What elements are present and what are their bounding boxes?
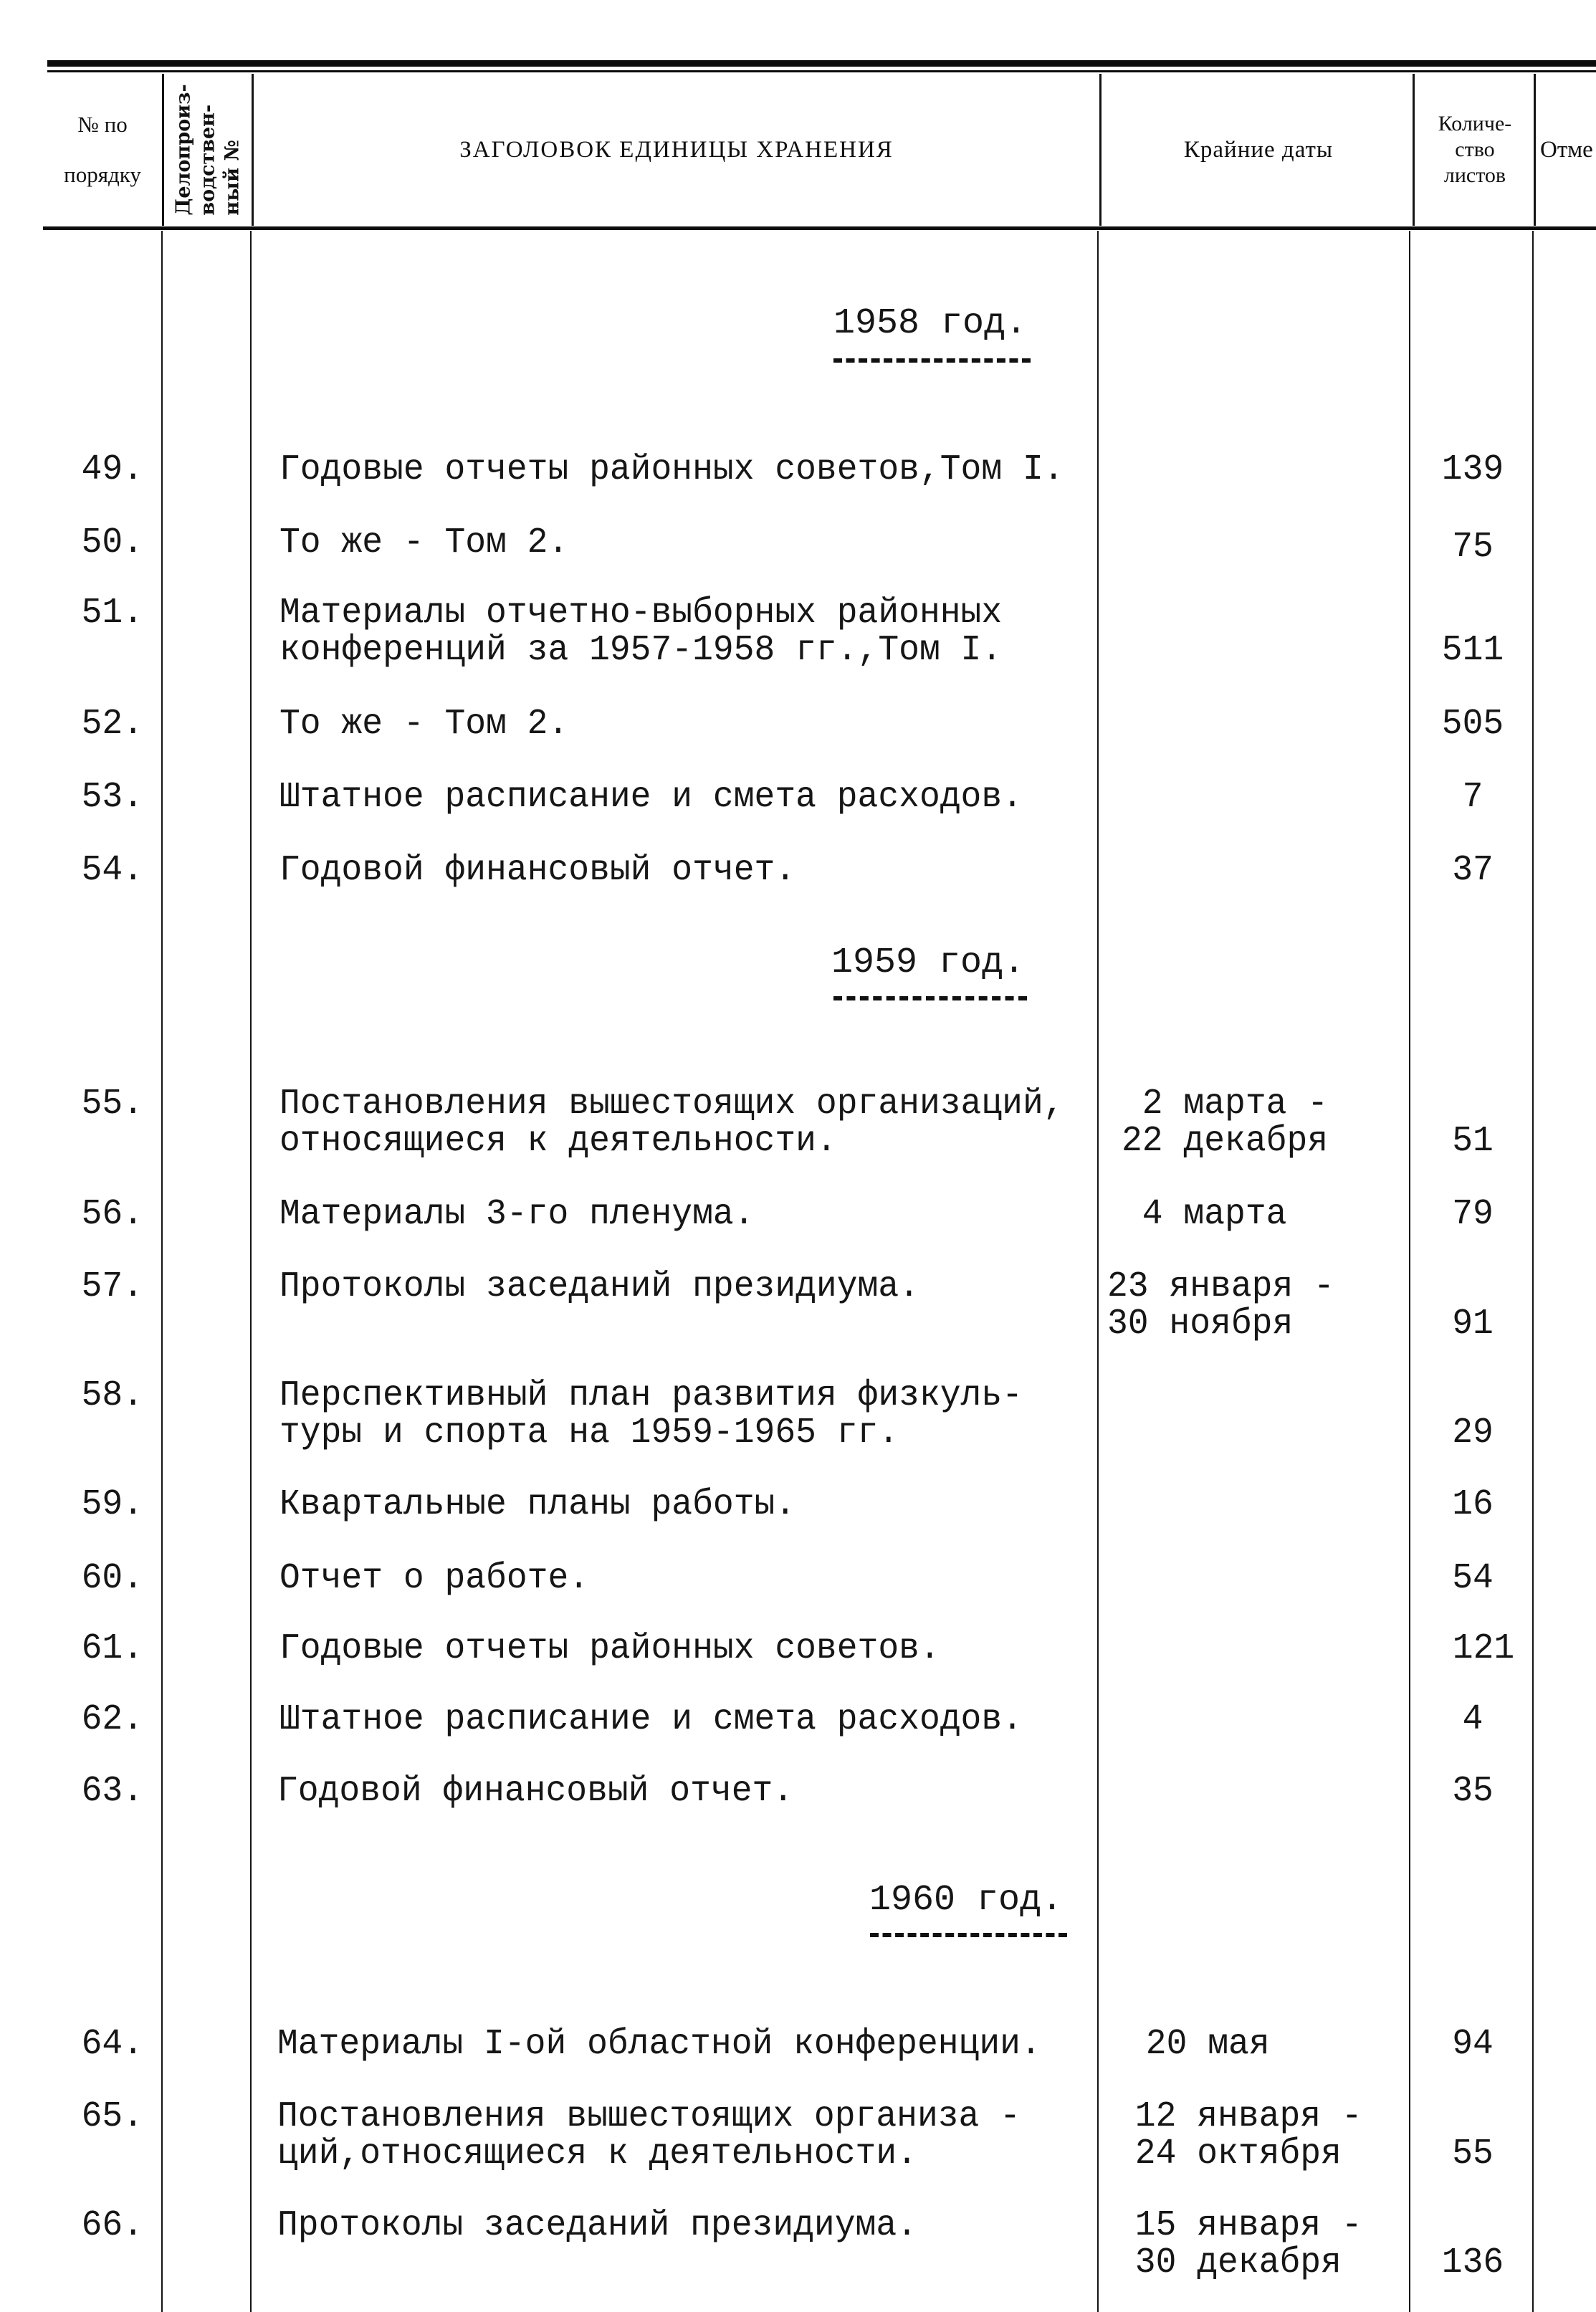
row-number: 57.	[81, 1266, 143, 1307]
row-number: 51.	[81, 592, 143, 634]
row-number: 63.	[81, 1770, 143, 1812]
row-number: 66.	[81, 2204, 143, 2246]
year-heading-1958: 1958 год.	[833, 303, 1028, 344]
header-col-notes: Отме	[1540, 136, 1593, 163]
row-number: 65.	[81, 2096, 143, 2137]
header-col-count-line: ство	[1455, 138, 1495, 161]
row-title: То же - Том 2.	[279, 703, 569, 745]
row-date: 30 ноября	[1107, 1303, 1294, 1344]
row-count: 29	[1452, 1412, 1494, 1453]
row-date: 24 октября	[1114, 2133, 1342, 2174]
row-date: 12 января -	[1114, 2096, 1362, 2137]
row-title: Протоколы заседаний президиума.	[277, 2204, 917, 2246]
header-col-count-line: Количе-	[1438, 112, 1512, 135]
column-divider	[1097, 231, 1099, 2312]
row-number: 50.	[81, 522, 143, 563]
row-title: Материалы I-ой областной конференции.	[277, 2023, 1041, 2065]
row-title: ций,относящиеся к деятельности.	[277, 2133, 917, 2174]
header-col-office-number	[165, 74, 252, 226]
header-divider	[162, 74, 164, 226]
row-date: 22 декабря	[1122, 1120, 1329, 1162]
row-number: 64.	[81, 2023, 143, 2065]
row-number: 56.	[81, 1193, 143, 1235]
header-col-office-number-line: ный №	[221, 140, 244, 216]
row-count: 7	[1462, 776, 1483, 818]
row-count: 75	[1452, 526, 1494, 568]
header-col-dates: Крайние даты	[1183, 136, 1334, 163]
year-underline	[870, 1933, 1067, 1941]
row-count: 121	[1452, 1628, 1515, 1669]
row-number: 62.	[81, 1699, 143, 1740]
row-title: Материалы отчетно-выборных районных	[279, 592, 1003, 634]
row-count: 94	[1452, 2023, 1494, 2065]
row-count: 4	[1462, 1699, 1483, 1740]
row-title: туры и спорта на 1959-1965 гг.	[279, 1412, 899, 1453]
row-number: 49.	[81, 449, 143, 490]
row-title: относящиеся к деятельности.	[279, 1120, 837, 1162]
row-title: Материалы 3-го пленума.	[279, 1193, 755, 1235]
row-count: 37	[1452, 849, 1494, 891]
header-col-number-line: порядку	[64, 162, 141, 187]
header-col-count-line: листов	[1443, 163, 1506, 187]
header-divider	[1534, 74, 1536, 226]
row-title: Штатное расписание и смета расходов.	[279, 1699, 1023, 1740]
row-count: 91	[1452, 1303, 1494, 1344]
header-col-office-number-line: Делопроиз-	[173, 84, 196, 216]
header-top-rule-thick	[47, 60, 1596, 67]
row-title: конференций за 1957-1958 гг.,Том I.	[279, 629, 1003, 671]
header-divider	[1099, 74, 1102, 226]
row-count: 79	[1452, 1193, 1494, 1235]
row-number: 59.	[81, 1484, 143, 1525]
year-heading-1960: 1960 год.	[869, 1880, 1064, 1921]
row-date: 23 января -	[1107, 1266, 1334, 1307]
header-bottom-rule	[43, 226, 1596, 230]
row-count: 16	[1452, 1484, 1494, 1525]
row-count: 511	[1441, 629, 1504, 671]
row-date: 2 марта -	[1122, 1083, 1329, 1124]
row-title: Постановления вышестоящих организа -	[277, 2096, 1021, 2137]
row-number: 60.	[81, 1557, 143, 1599]
row-number: 55.	[81, 1083, 143, 1124]
header-top-rule-thin	[47, 70, 1596, 72]
header-col-count	[1416, 74, 1534, 226]
column-divider	[161, 231, 163, 2312]
row-date: 4 марта	[1122, 1193, 1287, 1235]
year-underline	[833, 996, 1027, 1005]
row-title: Отчет о работе.	[279, 1557, 590, 1599]
column-divider	[1532, 231, 1534, 2312]
row-number: 61.	[81, 1628, 143, 1669]
header-col-title: ЗАГОЛОВОК ЕДИНИЦЫ ХРАНЕНИЯ	[459, 136, 894, 163]
row-count: 54	[1452, 1557, 1494, 1599]
row-title: То же - Том 2.	[279, 522, 569, 563]
row-count: 35	[1452, 1770, 1494, 1812]
row-title: Штатное расписание и смета расходов.	[279, 776, 1023, 818]
year-heading-1959: 1959 год.	[831, 942, 1026, 983]
row-title: Годовые отчеты районных советов,Том I.	[279, 449, 1064, 490]
row-count: 136	[1441, 2242, 1504, 2283]
row-number: 52.	[81, 703, 143, 745]
row-title: Перспективный план развития физкуль-	[279, 1375, 1023, 1416]
column-divider	[250, 231, 252, 2312]
header-col-number-line: № по	[77, 112, 128, 137]
row-title: Годовой финансовый отчет.	[279, 849, 796, 891]
year-underline	[833, 358, 1031, 367]
row-number: 58.	[81, 1375, 143, 1416]
row-title: Годовой финансовый отчет.	[277, 1770, 794, 1812]
column-divider	[1409, 231, 1410, 2312]
row-count: 505	[1441, 703, 1504, 745]
row-count: 55	[1452, 2133, 1494, 2174]
row-title: Протоколы заседаний президиума.	[279, 1266, 919, 1307]
row-number: 54.	[81, 849, 143, 891]
row-count: 139	[1441, 449, 1504, 490]
row-title: Годовые отчеты районных советов.	[279, 1628, 940, 1669]
row-title: Постановления вышестоящих организаций,	[279, 1083, 1064, 1124]
row-number: 53.	[81, 776, 143, 818]
row-count: 51	[1452, 1120, 1494, 1162]
row-title: Квартальные планы работы.	[279, 1484, 796, 1525]
row-date: 20 мая	[1125, 2023, 1270, 2065]
header-col-office-number-line: водствен-	[197, 104, 220, 216]
header-col-number	[43, 74, 162, 226]
row-date: 30 декабря	[1114, 2242, 1342, 2283]
row-date: 15 января -	[1114, 2204, 1362, 2246]
